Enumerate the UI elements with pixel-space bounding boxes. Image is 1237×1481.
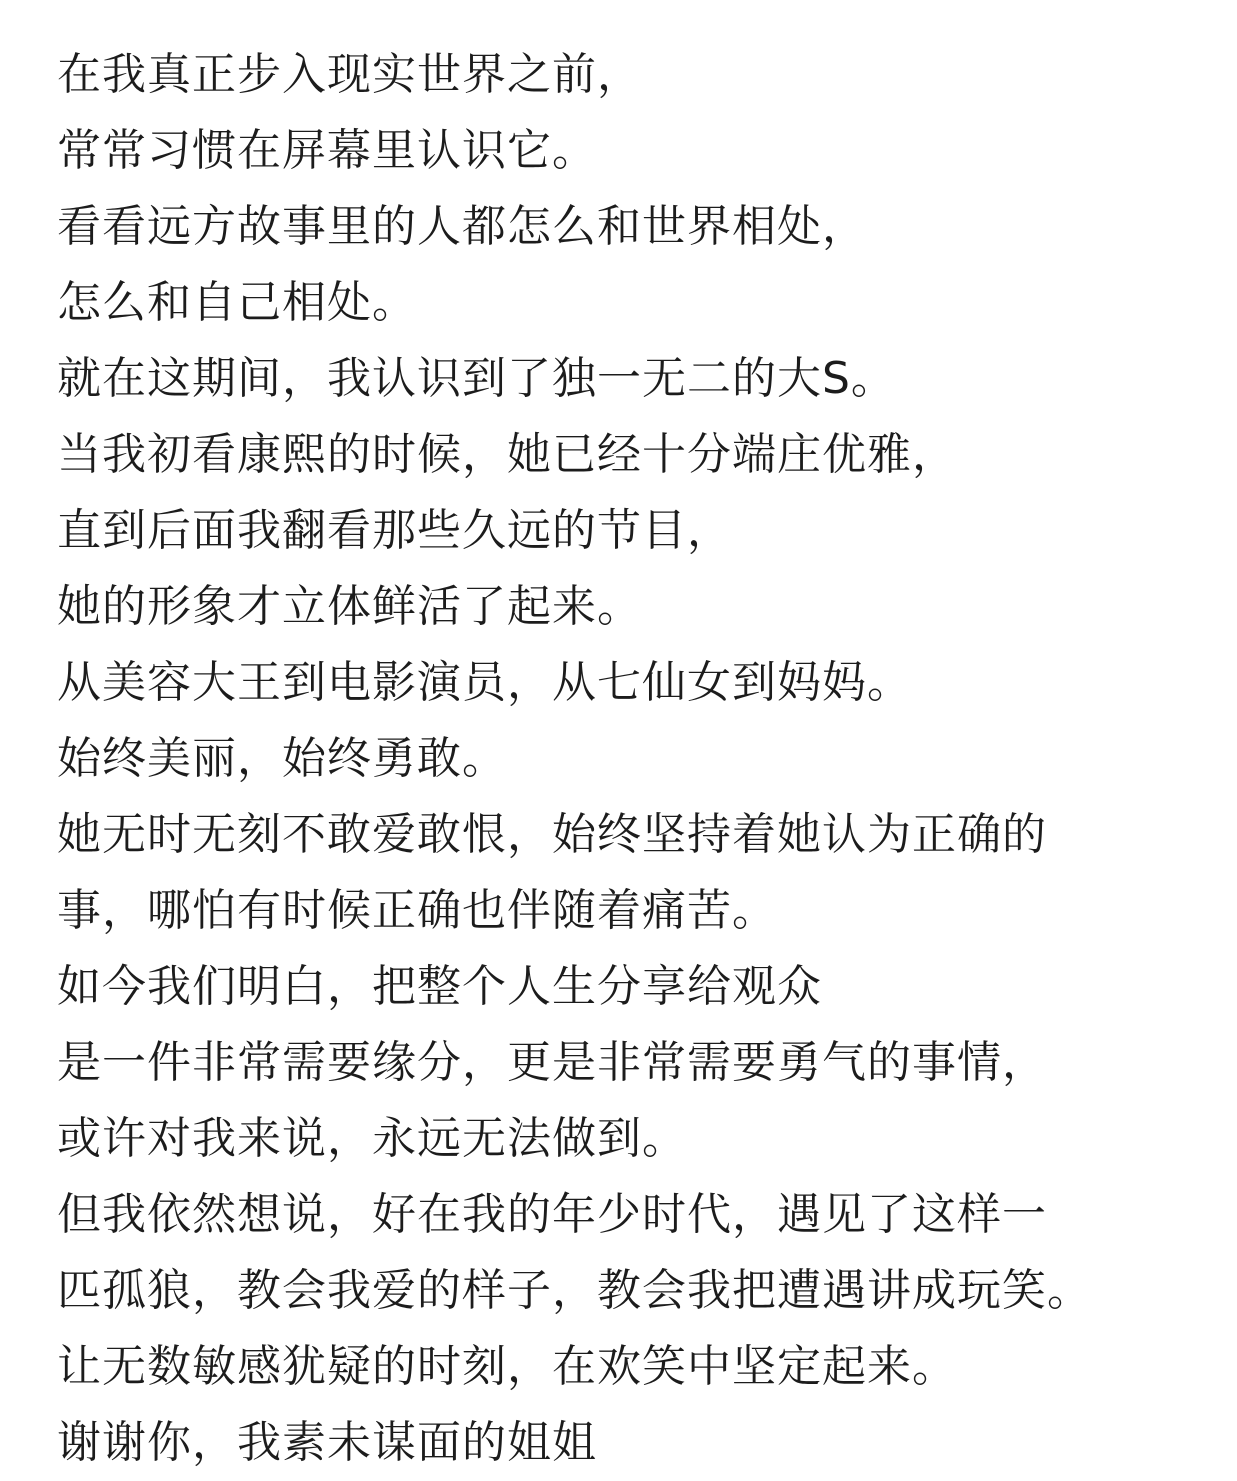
text-line: 如今我们明白，把整个人生分享给观众 <box>57 961 822 1012</box>
text-line: 让无数敏感犹疑的时刻，在欢笑中坚定起来。 <box>57 1341 957 1392</box>
text-line: 始终美丽，始终勇敢。 <box>57 733 507 784</box>
text-line: 或许对我来说，永远无法做到。 <box>57 1113 687 1164</box>
text-line: 看看远方故事里的人都怎么和世界相处， <box>57 201 867 252</box>
text-line: 在我真正步入现实世界之前， <box>57 49 642 100</box>
text-body <box>57 37 1092 1481</box>
text-line: 常常习惯在屏幕里认识它。 <box>57 125 597 176</box>
text-line: 是一件非常需要缘分，更是非常需要勇气的事情， <box>57 1037 1047 1088</box>
text-line: 直到后面我翻看那些久远的节目， <box>57 505 732 556</box>
text-line: 但我依然想说，好在我的年少时代，遇见了这样一 <box>57 1189 1047 1240</box>
text-line: 从美容大王到电影演员，从七仙女到妈妈。 <box>57 657 912 708</box>
text-line: 当我初看康熙的时候，她已经十分端庄优雅， <box>57 429 957 480</box>
text-line: 事，哪怕有时候正确也伴随着痛苦。 <box>57 885 777 936</box>
text-line: 就在这期间，我认识到了独一无二的大S。 <box>57 353 896 404</box>
text-line: 匹孤狼，教会我爱的样子，教会我把遭遇讲成玩笑。 <box>57 1265 1092 1316</box>
text-line: 她的形象才立体鲜活了起来。 <box>57 581 642 632</box>
text-line: 她无时无刻不敢爱敢恨，始终坚持着她认为正确的 <box>57 809 1047 860</box>
text-line: 怎么和自己相处。 <box>57 277 417 328</box>
text-line: 谢谢你，我素未谋面的姐姐 <box>57 1417 597 1468</box>
